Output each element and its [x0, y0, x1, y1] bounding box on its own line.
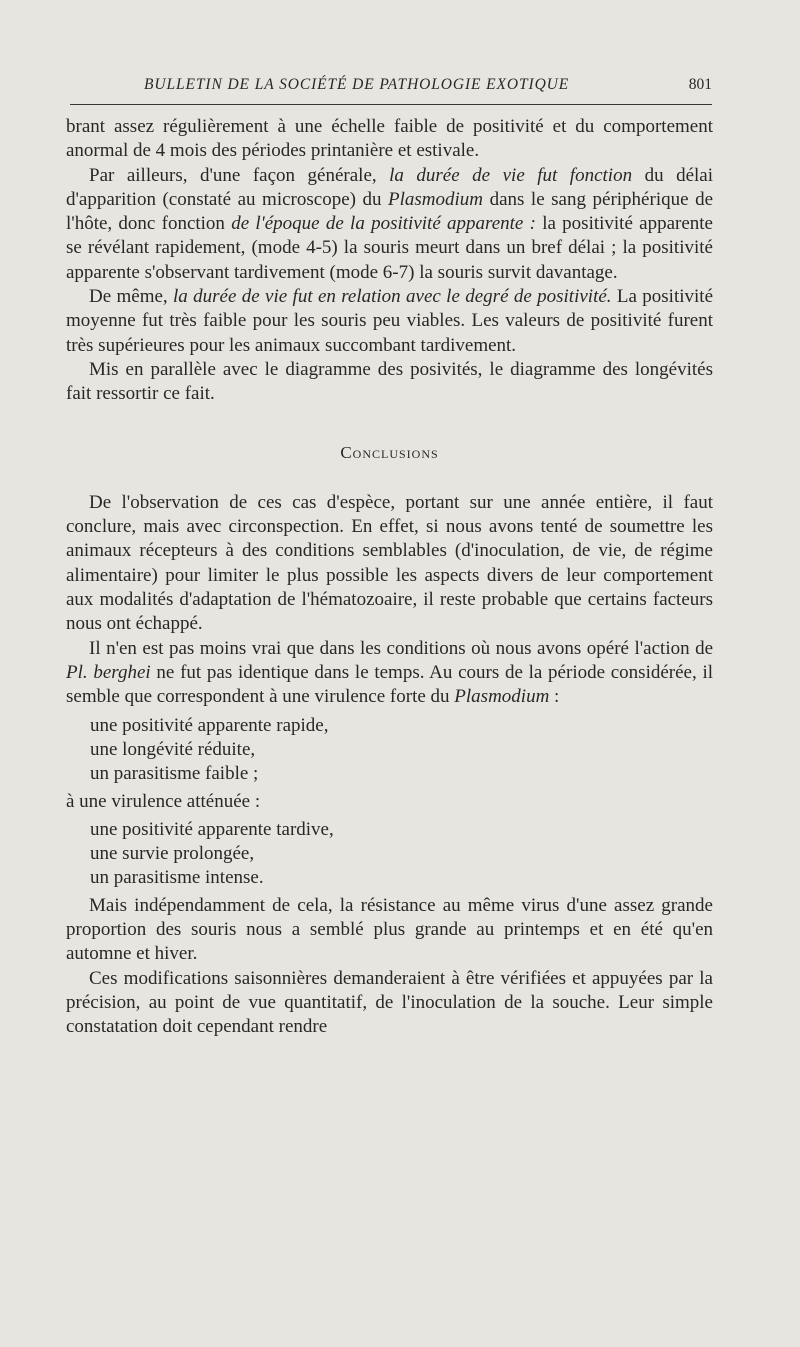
paragraph-lifespan-onset: Par ailleurs, d'une façon générale, la durée de vie fut fonction du délai d'apparition (constaté au microscope) du Plasmodium dans le sang périphérique de l'hôte, donc fonction de l'époque de la positivité apparente : la positivité apparente se révélant rapidement, (mode 4-5) la souris meurt dans un bref délai ; la positivité apparente s'observant tardivement (mode 6-7) la souris survit davantage. [66, 164, 713, 283]
paragraph-conclusion-1: De l'observation de ces cas d'espèce, portant sur une année entière, il faut conclure, mais avec circonspection. En effet, si nous avons tenté de soumettre les animaux récepteurs à des conditions semblables (d'inoculation, de vie, de régime alimentaire) pour limiter le plus possible les aspects divers de leur comportement aux modalités d'adaptation de l'hématozoaire, il reste probable que certains facteurs nous ont échappé. [66, 491, 713, 635]
article-body [66, 115, 713, 1040]
journal-title: BULLETIN DE LA SOCIÉTÉ DE PATHOLOGIE EXOTIQUE [144, 76, 570, 93]
section-heading: Conclusions [340, 442, 439, 462]
paragraph-conclusion-3: Mais indépendamment de cela, la résistance au même virus d'une assez grande proportion des souris nous a semblé plus grande au printemps et en été qu'en automne et hiver. [66, 894, 713, 965]
list-item: un parasitisme faible ; [90, 762, 259, 784]
list-item: une positivité apparente tardive, [90, 818, 334, 840]
paragraph-diagram: Mis en parallèle avec le diagramme des posivités, le diagramme des longévités fait ressortir ce fait. [66, 358, 713, 405]
weak-virulence-list [90, 818, 713, 890]
paragraph-continuation: brant assez régulièrement à une échelle faible de positivité et du comportement anormal de 4 mois des périodes printanière et estivale. [66, 116, 713, 162]
list-item: un parasitisme intense. [90, 866, 264, 888]
list-item: une survie prolongée, [90, 842, 255, 864]
list-item: une positivité apparente rapide, [90, 714, 329, 736]
weak-virulence-lead: à une virulence atténuée : [66, 790, 261, 812]
header-rule [70, 104, 712, 105]
strong-virulence-list [90, 714, 713, 786]
paragraph-conclusion-4: Ces modifications saisonnières demanderaient à être vérifiées et appuyées par la précision, au point de vue quantitatif, de l'inoculation de la souche. Leur simple constatation doit cependant rendre [66, 967, 713, 1038]
paragraph-conclusion-2: Il n'en est pas moins vrai que dans les conditions où nous avons opéré l'action de Pl. berghei ne fut pas identique dans le temps. Au cours de la période considérée, il semble que correspondent à une virulence forte du Plasmodium : [66, 637, 714, 708]
list-item: une longévité réduite, [90, 738, 256, 760]
page-number: 801 [688, 76, 712, 93]
paragraph-lifespan-degree: De même, la durée de vie fut en relation avec le degré de positivité. La positivité moyenne fut très faible pour les souris peu viables. Les valeurs de positivité furent très supérieures pour les animaux succombant tardivement. [66, 286, 714, 356]
running-header [70, 76, 712, 100]
